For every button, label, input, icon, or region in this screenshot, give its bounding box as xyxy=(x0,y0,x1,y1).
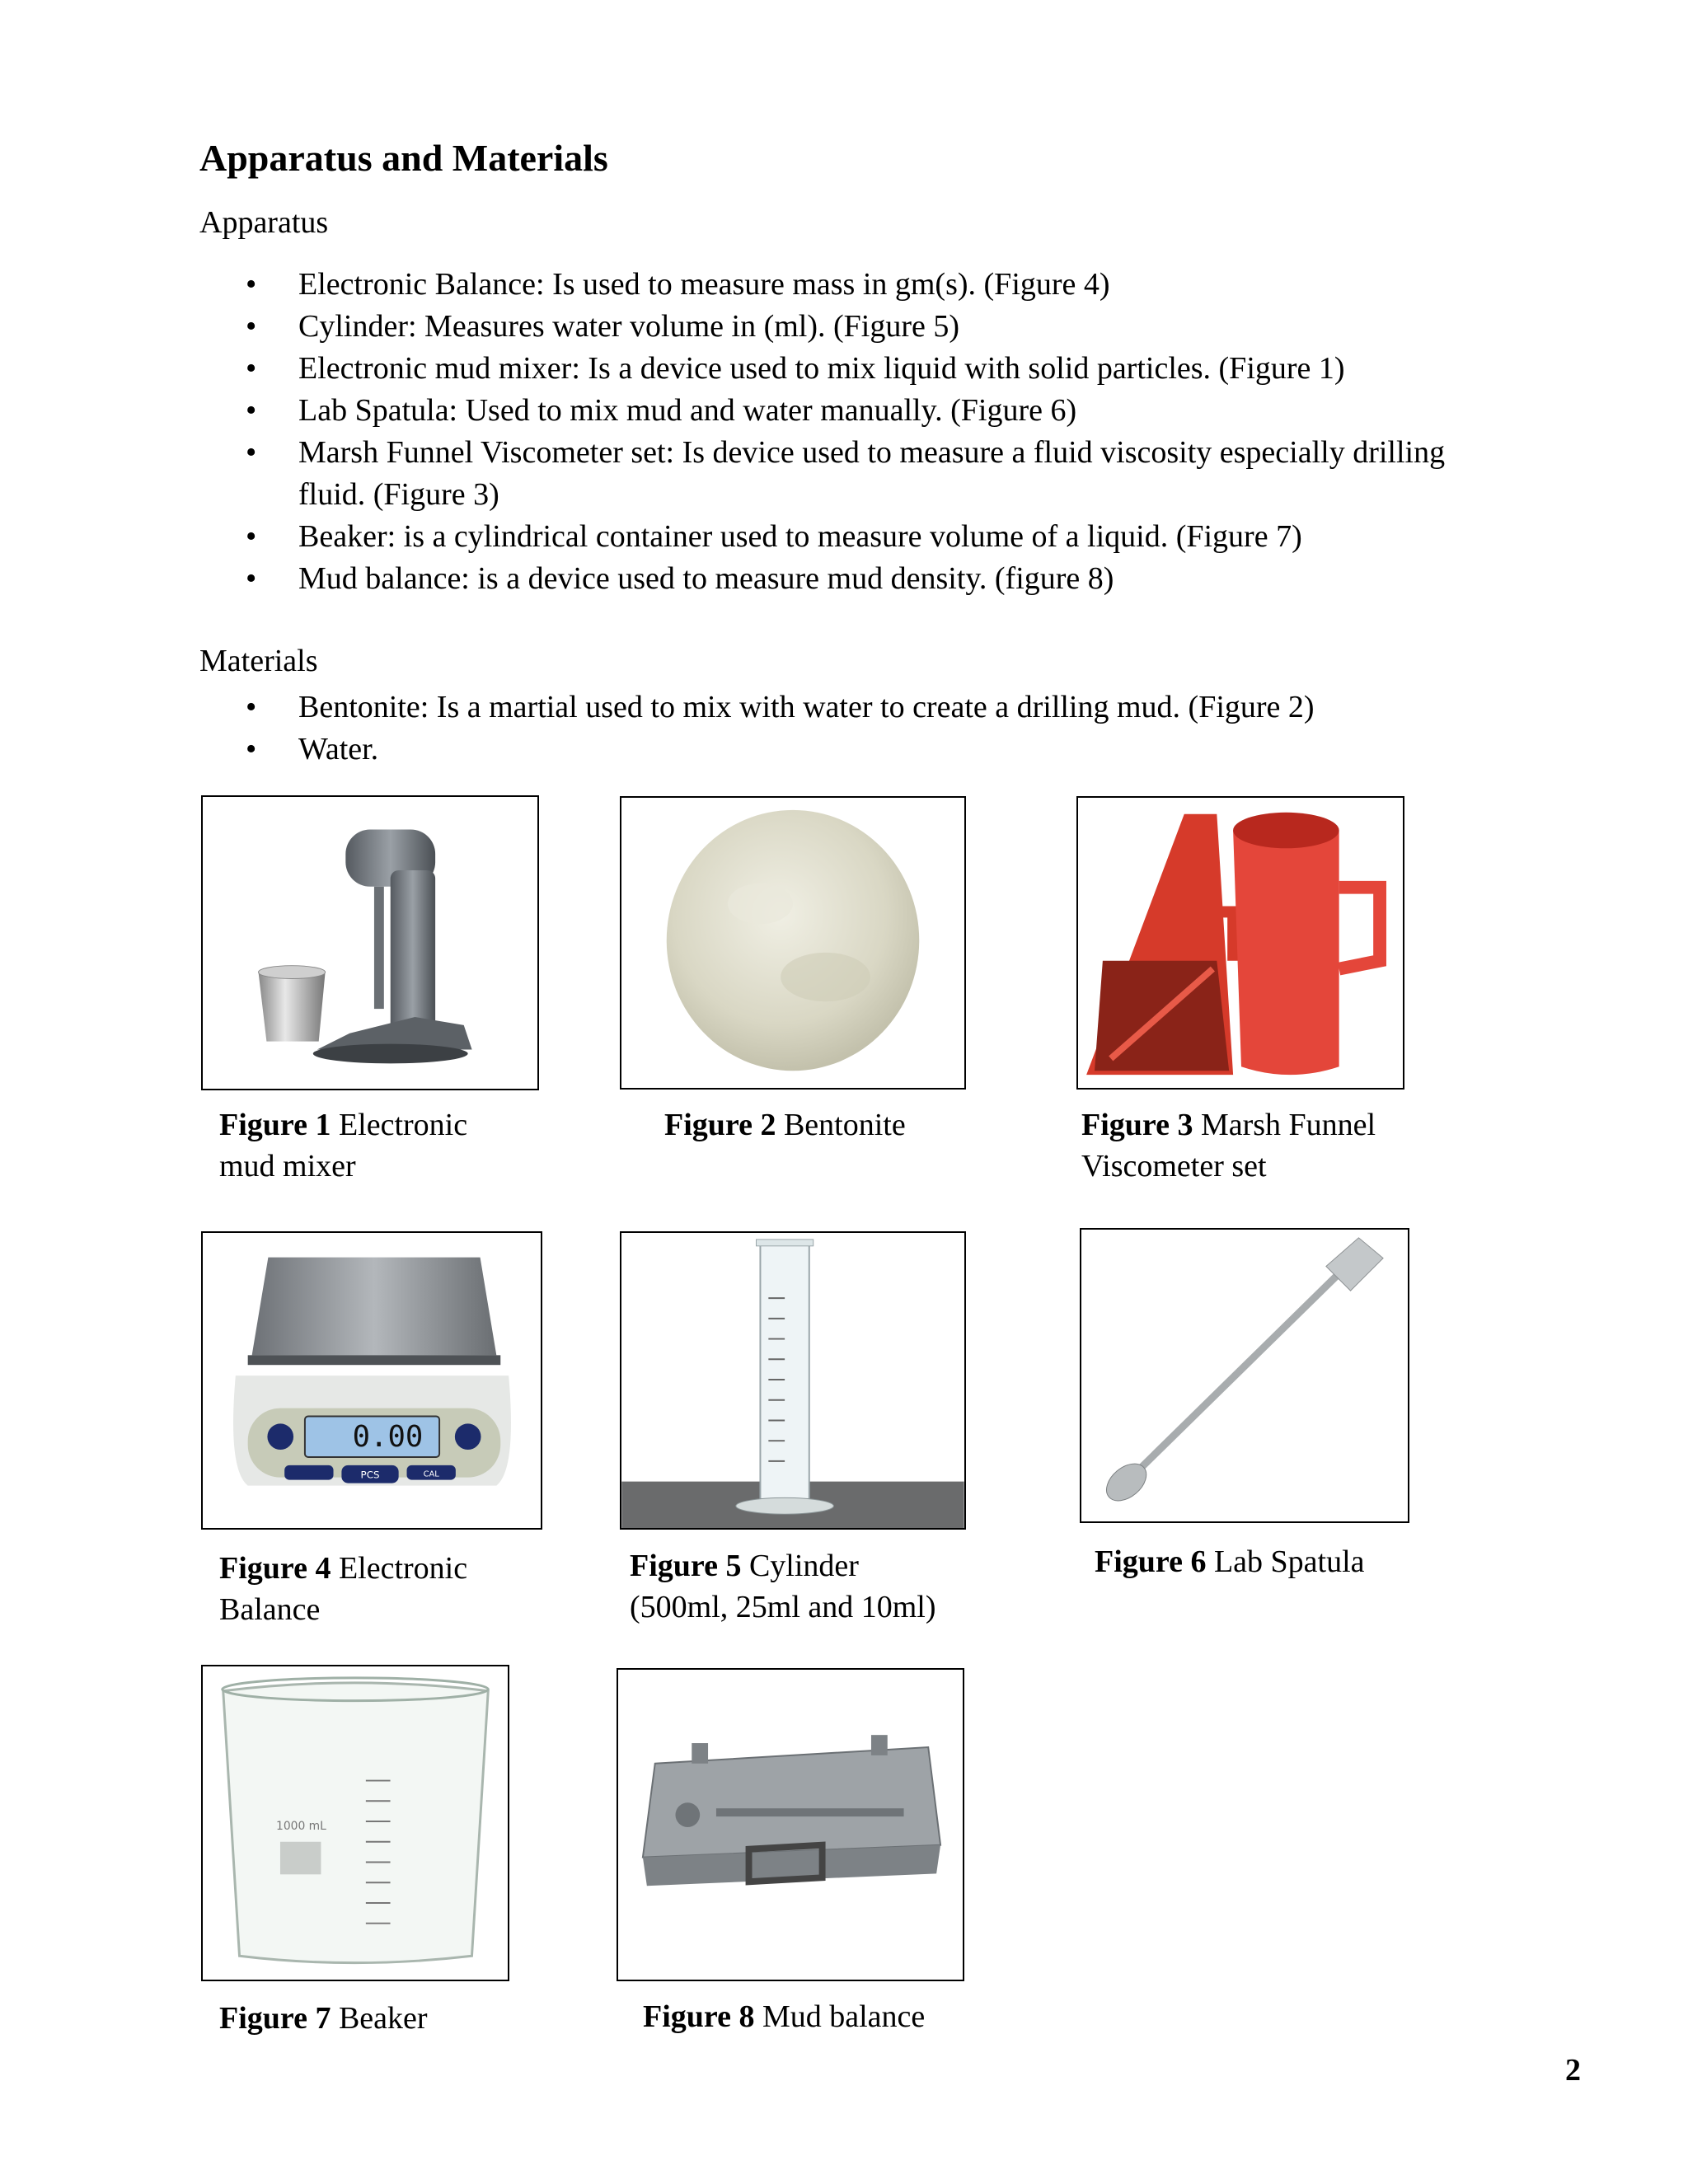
figure-number: Figure 7 xyxy=(219,2001,331,2036)
section-heading: Apparatus and Materials xyxy=(199,137,608,179)
list-item: • Bentonite: Is a martial used to mix with water to create a drilling mud. (Figure 2) xyxy=(199,687,1452,729)
materials-label: Materials xyxy=(199,644,318,678)
figure-2-caption xyxy=(664,1104,961,1146)
beaker-icon xyxy=(203,1666,508,1980)
figure-caption-text: Bentonite xyxy=(776,1108,906,1142)
figure-caption-text: Cylinder (500ml, 25ml and 10ml) xyxy=(630,1549,936,1624)
pcs-label: PCS xyxy=(360,1469,380,1481)
figure-3-caption xyxy=(1081,1104,1411,1187)
list-item: • Mud balance: is a device used to measure mud density. (figure 8) xyxy=(199,558,1452,600)
figure-number: Figure 3 xyxy=(1081,1108,1193,1142)
apparatus-label: Apparatus xyxy=(199,205,329,240)
graduated-cylinder-icon xyxy=(621,1233,964,1528)
page-number: 2 xyxy=(1565,2053,1581,2088)
figure-1-caption xyxy=(219,1104,516,1187)
figure-8-image xyxy=(617,1668,964,1981)
figure-7-image xyxy=(201,1665,509,1981)
apparatus-list xyxy=(199,264,1452,600)
figure-4-caption xyxy=(219,1548,516,1630)
figure-8-caption xyxy=(643,1996,956,2037)
cal-label: CAL xyxy=(423,1469,439,1479)
list-item: • Beaker: is a cylindrical container used to measure volume of a liquid. (Figure 7) xyxy=(199,516,1452,558)
figure-number: Figure 6 xyxy=(1095,1544,1207,1579)
figure-number: Figure 8 xyxy=(643,1999,755,2034)
figure-caption-text: Electronic mud mixer xyxy=(219,1108,468,1183)
list-item: • Electronic Balance: Is used to measure mass in gm(s). (Figure 4) xyxy=(199,264,1452,306)
list-item: • Marsh Funnel Viscometer set: Is device used to measure a fluid viscosity especially drilling fluid. (Figure 3) xyxy=(199,432,1452,516)
figure-caption-text: Mud balance xyxy=(754,1999,926,2034)
balance-readout: 0.00 xyxy=(352,1420,424,1455)
list-item: • Cylinder: Measures water volume in (ml). (Figure 5) xyxy=(199,306,1452,348)
figure-6-caption xyxy=(1095,1541,1391,1582)
figure-4-image xyxy=(201,1231,542,1530)
lab-spatula-icon xyxy=(1081,1230,1408,1521)
figure-1-image xyxy=(201,795,539,1090)
figure-5-image xyxy=(620,1231,966,1530)
list-item: • Water. xyxy=(199,729,1452,771)
figure-caption-text: Marsh Funnel Viscometer set xyxy=(1081,1108,1376,1183)
figure-2-image xyxy=(620,796,966,1090)
list-item: • Lab Spatula: Used to mix mud and water manually. (Figure 6) xyxy=(199,390,1452,432)
beaker-label: 1000 mL xyxy=(276,1819,326,1833)
marsh-funnel-icon xyxy=(1078,798,1403,1088)
figure-number: Figure 2 xyxy=(664,1108,776,1142)
figure-5-caption xyxy=(630,1545,959,1628)
figure-number: Figure 5 xyxy=(630,1549,742,1583)
figure-caption-text: Lab Spatula xyxy=(1206,1544,1365,1579)
figure-number: Figure 4 xyxy=(219,1551,331,1586)
figure-caption-text: Beaker xyxy=(331,2001,428,2036)
electronic-balance-icon xyxy=(203,1233,541,1528)
bentonite-powder-icon xyxy=(621,798,964,1088)
figure-caption-text: Electronic Balance xyxy=(219,1551,468,1627)
figure-3-image xyxy=(1076,796,1404,1090)
mud-balance-icon xyxy=(618,1670,963,1980)
figure-number: Figure 1 xyxy=(219,1108,331,1142)
materials-list xyxy=(199,687,1452,771)
figure-6-image xyxy=(1080,1228,1409,1523)
mud-mixer-icon xyxy=(203,797,537,1089)
figure-7-caption xyxy=(219,1998,516,2039)
list-item: • Electronic mud mixer: Is a device used to mix liquid with solid particles. (Figure 1) xyxy=(199,348,1452,390)
